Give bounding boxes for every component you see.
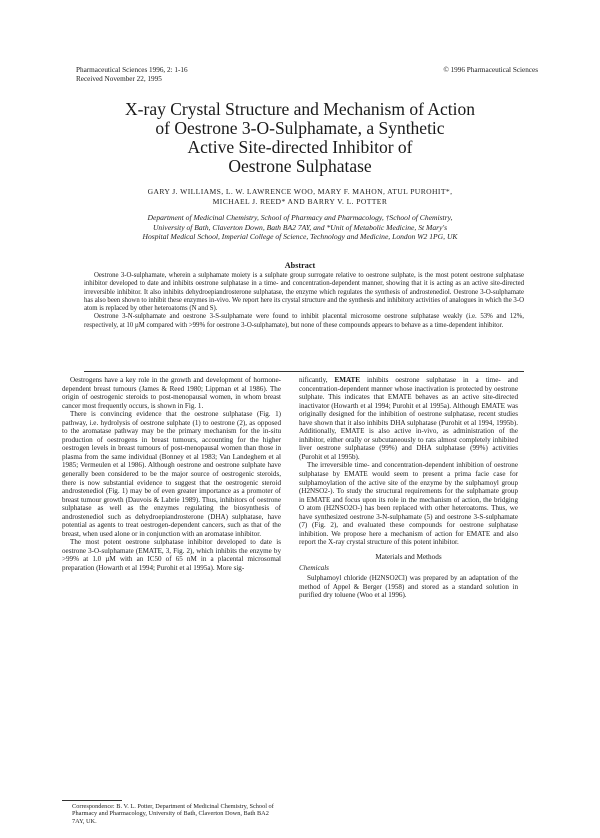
intro-paragraph-2: There is convincing evidence that the oestrone sulphatase (Fig. 1) pathway, i.e. hydrolysis of oestrone sulphate (1) to oestrone (2), as opposed to the aromatase pathway may be the primary mechanism for the in-situ production of oestrogens in breast tumours, accounting for the higher oestrogen levels in breast tumours of post-menopausal women than those in plasma from the same individual (Bonney et al 1983; Van Landeghem et al 1985; Vermeulen et al 1986). Although oestrone and oestrone sulphate have generally been considered to be the major source of oestrogenic steroids, there is now substantial evidence to suggest that the oestrogenic steroid androstenediol (Fig. 1) may be of even greater importance as a promoter of breast tumour growth (Dauvois & Labrie 1989). Thus, inhibitors of oestrone sulphatase as well as the enzymes regulating the biosynthesis of androstenediol such as dehydroepiandrosterone (DHA) sulphatase, have potential as agents to treat oestrogen-dependent cancers, such as that of the breast, when used alone or in conjunction with an aromatase inhibitor. bbox=[62, 410, 281, 538]
emate-term: EMATE bbox=[334, 376, 361, 384]
title-line-3: Active Site-directed Inhibitor of bbox=[187, 137, 413, 157]
affiliation-line-3: Hospital Medical School, Imperial College of Science, Technology and Medicine, London W2 1PG, UK bbox=[142, 232, 458, 242]
intro-paragraph-5: The irreversible time- and concentration-dependent inhibition of oestrone sulphatase by EMATE would seem to present a prima facie case for sulphamoylation of the active site of the enzyme by the sulphamoyl group (H2NSO2-). To study the structural requirements for the sulphamate group in EMATE and focus upon its role in the mechanism of action, the bridging O atom (H2NSO2O-) has been replaced with other heteroatoms. Thus, we have synthesized oestrone 3-N-sulphamate (5) and oestrone 3-S-sulphamate (7) (Fig. 2), and evaluated these compounds for oestrone sulphatase inhibition. We propose here a mechanism of action for EMATE and also report the X-ray crystal structure of this potent inhibitor. bbox=[299, 461, 518, 547]
abstract-paragraph-1: Oestrone 3-O-sulphamate, wherein a sulphamate moiety is a sulphate group surrogate relative to oestrone sulphate, is the most potent oestrone sulphatase inhibitor developed to date and inhibits oestrone sulphatase in a time- and concentration-dependent manner, showing that it is acting as an active site-directed irreversible inhibitor. It also inhibits dehydroepiandrosterone sulphatase, the enzyme which regulates the synthesis of androstenediol. Oestrone 3-O-sulphamate has also been shown to inhibit these enzymes in-vivo. We report here its crystal structure and the synthesis and inhibitory activities of analogues in which the 3-O atom is replaced by other heteroatoms (N and S). bbox=[84, 272, 524, 313]
correspondence-footnote: Correspondence: B. V. L. Potter, Department of Medicinal Chemistry, School of Pharmacy and Pharmacology, University of Bath, Claverton Down, Bath BA2 7AY, UK. bbox=[72, 803, 274, 825]
abstract-body bbox=[84, 272, 524, 330]
body-column-right bbox=[299, 376, 518, 600]
methods-heading: Materials and Methods bbox=[375, 552, 442, 561]
copyright-notice: © 1996 Pharmaceutical Sciences bbox=[443, 66, 538, 74]
title-line-4: Oestrone Sulphatase bbox=[228, 156, 372, 176]
body-column-left bbox=[62, 376, 281, 573]
para-4-rest: inhibits oestrone sulphatase in a time- and concentration-dependent manner whose inactivation is protected by oestrone sulphate. This indicates that EMATE behaves as an active site-directed inactivator (Howarth et al 1994; Purohit et al 1995a). Although EMATE was originally designed for the inhibition of oestrone sulphatase, recent studies have shown that it also inhibits DHA sulphatase (Purohit et al 1994, 1995b). Additionally, EMATE is also active in-vivo, as administration of the inhibitor, either orally or subcutaneously to rats almost completely inhibited liver oestrone sulphatase (99%) and DHA sulphatase (99%) activities (Purohit et al 1995b). bbox=[299, 376, 518, 461]
journal-header bbox=[76, 66, 188, 83]
abstract-divider bbox=[84, 371, 524, 372]
title-line-1: X-ray Crystal Structure and Mechanism of Action bbox=[125, 99, 475, 119]
journal-citation: Pharmaceutical Sciences 1996, 2: 1-16 bbox=[76, 66, 188, 74]
intro-paragraph-1: Oestrogens have a key role in the growth and development of hormone-dependent breast tumours (James & Reed 1980; Lippman et al 1986). The origin of oestrogenic steroids to post-menopausal women, in whom breast cancer most frequently occurs, is shown in Fig. 1. bbox=[62, 376, 281, 410]
paper-title bbox=[60, 100, 540, 176]
affiliations bbox=[80, 213, 520, 242]
affiliation-line-2: University of Bath, Claverton Down, Bath BA2 7AY, and *Unit of Metabolic Medicine, St Mary's bbox=[152, 222, 448, 232]
chemicals-heading: Chemicals bbox=[299, 564, 329, 573]
received-date: Received November 22, 1995 bbox=[76, 74, 162, 83]
chemicals-paragraph: Sulphamoyl chloride (H2NSO2Cl) was prepared by an adaptation of the method of Appel & Berger (1958) and stored as a standard solution in purified dry toluene (Woo et al 1996). bbox=[299, 574, 518, 600]
authors-line-1: GARY J. WILLIAMS, L. W. LAWRENCE WOO, MARY F. MAHON, ATUL PUROHIT*, bbox=[147, 187, 453, 196]
intro-paragraph-3: The most potent oestrone sulphatase inhibitor developed to date is oestrone 3-O-sulphamate (EMATE, 3, Fig. 2), which inhibits the enzyme by >99% at 1.0 µM with an IC50 of 65 nM in a placental microsomal preparation (Howarth et al 1994; Purohit et al 1995a). More sig- bbox=[62, 538, 281, 573]
author-list bbox=[60, 187, 540, 206]
affiliation-line-1: Department of Medicinal Chemistry, School of Pharmacy and Pharmacology, †School of Chemistry, bbox=[147, 213, 453, 222]
abstract-paragraph-2: Oestrone 3-N-sulphamate and oestrone 3-S-sulphamate were found to inhibit placental microsome oestrone sulphatase weakly (i.e. 53% and 12%, respectively, at 10 µM compared with >99% for oestrone 3-O-sulphamate), but none of these compounds appears to behave as a time-dependent inhibitor. bbox=[84, 313, 524, 329]
abstract-heading: Abstract bbox=[284, 261, 316, 270]
intro-paragraph-4 bbox=[299, 376, 518, 461]
title-line-2: of Oestrone 3-O-Sulphamate, a Synthetic bbox=[155, 118, 445, 138]
para-4-start: nificantly, bbox=[299, 376, 335, 384]
authors-line-2: MICHAEL J. REED* AND BARRY V. L. POTTER bbox=[212, 196, 388, 206]
footnote-divider bbox=[62, 800, 122, 801]
